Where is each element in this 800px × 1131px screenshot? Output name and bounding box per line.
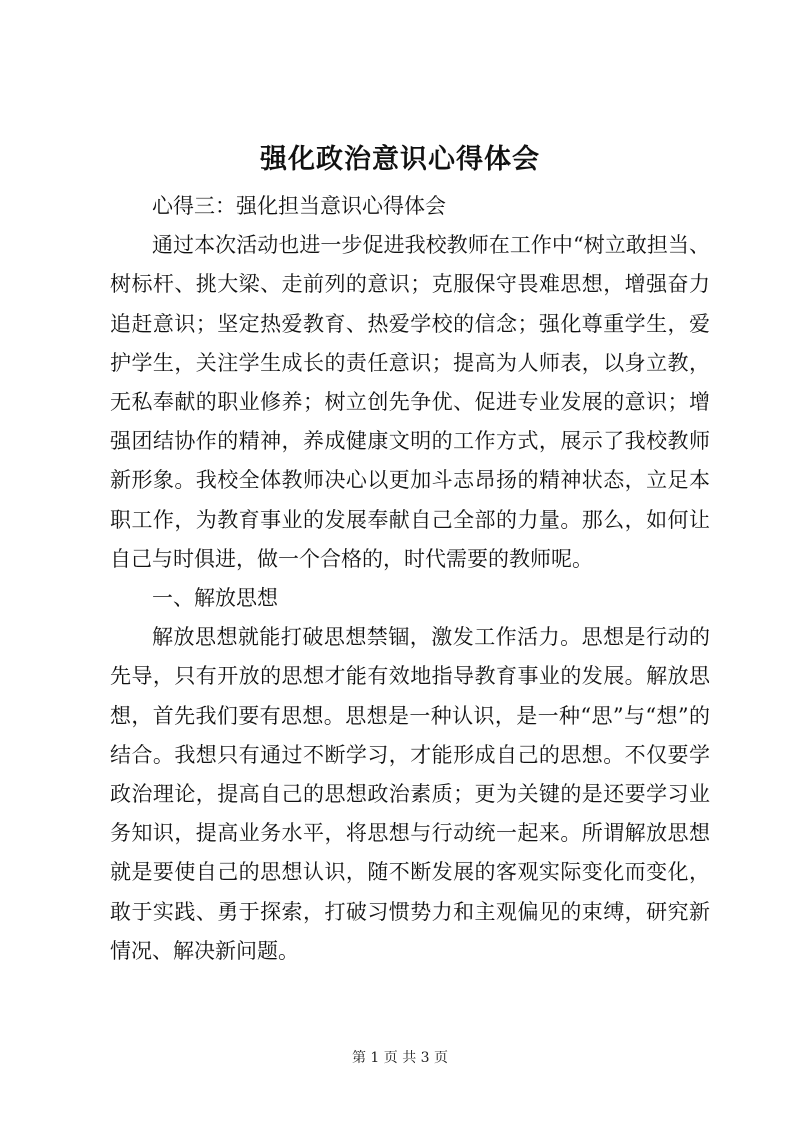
body-paragraph: 解放思想就能打破思想禁锢，激发工作活力。思想是行动的先导，只有开放的思想才能有效地指导教育事业的发展。解放思想，首先我们要有思想。思想是一种认识，是一种“思”与“想”的结合。我想只有通过不断学习，才能形成自己的思想。不仅要学政治理论，提高自己的思想政治素质；更为关键的是还要学习业务知识，提高业务水平，将思想与行动统一起来。所谓解放思想就是要使自己的思想认识，随不断发展的客观实际变化而变化，敢于实践、勇于探索，打破习惯势力和主观偏见的束缚，研究新情况、解决新问题。 <box>110 625 710 963</box>
document-title: 强化政治意识心得体会 <box>260 144 540 175</box>
body-paragraph: 通过本次活动也进一步促进我校教师在工作中“树立敢担当、树标杆、挑大梁、走前列的意识；克服保守畏难思想，增强奋力追赶意识；坚定热爱教育、热爱学校的信念；强化尊重学生，爱护学生，关注学生成长的责任意识；提高为人师表，以身立教，无私奉献的职业修养；树立创先争优、促进专业发展的意识；增强团结协作的精神，养成健康文明的工作方式，展示了我校教师新形象。我校全体教师决心以更加斗志昂扬的精神状态，立足本职工作，为教育事业的发展奉献自己全部的力量。那么，如何让自己与时俱进，做一个合格的，时代需要的教师呢。 <box>110 233 710 571</box>
section-heading: 一、解放思想 <box>152 586 278 611</box>
page-footer: 第 1 页 共 3 页 <box>351 1050 449 1066</box>
subtitle-paragraph: 心得三：强化担当意识心得体会 <box>152 194 446 218</box>
document-body <box>110 187 710 971</box>
